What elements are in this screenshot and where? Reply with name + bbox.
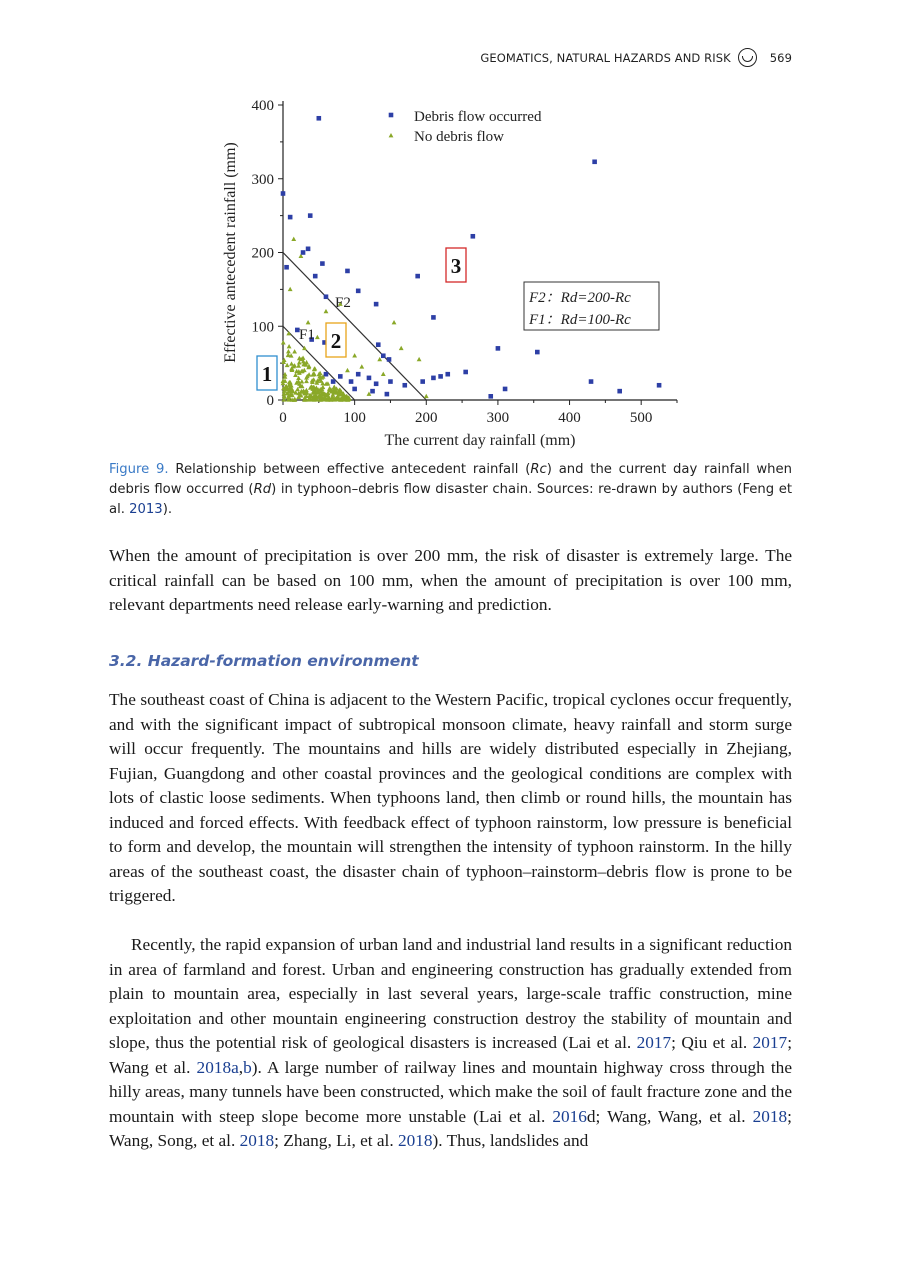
paragraph-1: [109, 544, 792, 618]
no-debris-flow-point: [392, 320, 397, 324]
debris-flow-point: [488, 394, 493, 399]
debris-flow-point: [431, 315, 436, 320]
debris-flow-point: [420, 379, 425, 384]
debris-flow-point: [438, 374, 443, 379]
citation-link[interactable]: 2018: [752, 1106, 788, 1126]
no-debris-flow-point: [417, 357, 422, 361]
debris-flow-point: [415, 274, 420, 279]
publisher-logo-icon: [738, 48, 757, 67]
x-axis-label: The current day rainfall (mm): [384, 432, 576, 449]
y-tick-label: 0: [266, 393, 274, 409]
debris-flow-point: [352, 387, 357, 392]
citation-link[interactable]: 2017: [636, 1033, 672, 1052]
y-tick-label: 400: [251, 98, 274, 114]
no-debris-flow-point: [287, 344, 292, 348]
citation-link[interactable]: 2016: [552, 1106, 587, 1126]
debris-flow-point: [445, 372, 450, 377]
f2-equation: F2：Rd=200-Rc: [529, 290, 631, 306]
citation-link[interactable]: 2018: [397, 1131, 433, 1150]
debris-flow-point: [471, 234, 476, 239]
no-debris-flow-point: [289, 361, 294, 365]
y-tick-label: 100: [251, 319, 274, 336]
y-tick-label: 300: [251, 171, 274, 188]
no-debris-flow-point: [352, 353, 357, 357]
caption-rc: Rc: [530, 462, 547, 477]
caption-text-2: ) and the current day rainfall when debris flow occurred (: [109, 462, 792, 497]
debris-flow-point: [308, 213, 313, 218]
y-axis-label: Effective antecedent rainfall (mm): [222, 142, 239, 363]
no-debris-flow-point: [315, 335, 320, 339]
debris-flow-point: [381, 353, 386, 358]
caption-citation-link[interactable]: 2013: [129, 502, 163, 517]
chart-overlay: [257, 109, 659, 390]
debris-flow-point: [496, 346, 501, 351]
paragraph-2: [109, 688, 792, 909]
figure-caption: [109, 460, 792, 520]
legend-debris-flow-occurred: Debris flow occurred: [414, 109, 542, 125]
no-debris-flow-point: [288, 287, 293, 291]
caption-text-4: ).: [162, 502, 173, 517]
paragraph-2-text: The southeast coast of China is adjacent to the Western Pacific, tropical cyclones occur frequently, and with the significant impact of subtropical monsoon climate, heavy rainfall and storm surge will occur frequently. The mountains and hills are widely distributed especially in Zhejiang, Fujian, Guangdong and other coastal provinces and the geological conditions are complex with lots of clastic loose sediments. When typhoons land, then climb or round hills, the mountain has induced and forced effects. With feedback effect of typhoon rainstorm, low pressure is beneficial to form and develop, the mountain will strengthen the intensity of typhoon rainstorm. In the hilly areas of the southeast coast, the disaster chain of typhoon–rainstorm–debris flow is prone to be triggered.: [109, 690, 792, 905]
debris-flow-point: [402, 383, 407, 388]
x-tick-label: 500: [629, 410, 653, 426]
f2-label: F2: [335, 295, 351, 311]
debris-flow-point: [503, 387, 508, 392]
debris-flow-point: [324, 372, 329, 377]
x-tick-label: 200: [415, 410, 438, 426]
no-debris-flow-point: [306, 320, 311, 324]
page-number: 569: [769, 50, 792, 65]
x-tick-label: 300: [486, 410, 510, 426]
debris-flow-point: [617, 389, 622, 394]
debris-flow-point: [313, 274, 318, 279]
debris-flow-point: [306, 247, 311, 252]
debris-flow-point: [376, 342, 381, 347]
caption-rd: Rd: [253, 482, 272, 497]
citation-link[interactable]: 2018a: [196, 1057, 239, 1077]
caption-text-1: Relationship between effective antecedent rainfall (: [175, 462, 531, 477]
debris-flow-point: [388, 379, 393, 384]
debris-flow-point: [535, 350, 540, 355]
debris-flow-point: [387, 357, 392, 362]
no-debris-flow-point: [292, 349, 297, 353]
debris-flow-point: [338, 374, 343, 379]
running-head: [480, 48, 792, 67]
no-debris-flow-point: [424, 394, 429, 398]
paragraph-1-text: When the amount of precipitation is over 200 mm, the risk of disaster is extremely large. The critical rainfall can be based on 100 mm, when the amount of precipitation is over 100 mm, relevant departments need release early-warning and prediction.: [109, 546, 792, 614]
x-tick-label: 100: [343, 410, 366, 426]
debris-flow-point: [324, 294, 329, 299]
debris-flow-point: [301, 250, 306, 255]
caption-label: Figure 9.: [109, 462, 169, 477]
debris-flow-point: [356, 289, 361, 294]
debris-flow-point: [463, 370, 468, 375]
no-debris-flow-point: [381, 372, 386, 376]
y-tick-label: 200: [251, 245, 274, 262]
chart-svg: [215, 90, 695, 460]
f1-equation: F1：Rd=100-Rc: [529, 312, 631, 328]
debris-flow-point: [349, 379, 354, 384]
no-debris-flow-point: [281, 340, 286, 344]
debris-flow-point: [657, 383, 662, 388]
no-debris-flow-point: [286, 349, 291, 353]
citation-link[interactable]: b: [243, 1057, 252, 1077]
debris-flow-point: [385, 392, 390, 397]
citation-link[interactable]: 2018: [239, 1131, 275, 1150]
debris-flow-point: [370, 389, 375, 394]
legend-no-debris-flow: No debris flow: [414, 129, 504, 145]
debris-flow-point: [317, 116, 322, 121]
debris-flow-point: [592, 159, 597, 164]
legend-triangle-marker: [389, 133, 394, 137]
debris-flow-point: [374, 302, 379, 307]
debris-flow-point: [331, 379, 336, 384]
no-debris-flow-point: [359, 364, 364, 368]
debris-flow-point: [345, 269, 350, 274]
debris-flow-point: [374, 381, 379, 386]
journal-title: GEOMATICS, NATURAL HAZARDS AND RISK: [480, 50, 731, 65]
no-debris-flow-point: [312, 366, 317, 370]
region-1-label: 1: [261, 362, 273, 386]
debris-flow-point: [367, 376, 372, 381]
caption-text-3: ) in typhoon–debris flow disaster chain. Sources: re-drawn by authors (Feng et al.: [109, 482, 792, 517]
region-2-label: 2: [330, 329, 342, 353]
x-tick-label: 0: [279, 410, 287, 426]
debris-flow-point: [284, 265, 289, 270]
no-debris-flow-point: [291, 237, 296, 241]
paragraph-3-text: Recently, the rapid expansion of urban land and industrial land results in a significant reduction in area of farmland and forest. Urban and engineering construction has gradually extended from plain to mountain area, especially in last several years, large-scale traffic construction, mine exploitation and other mountain engineering construction destroy the stability of mountain and slope, thus the potential risk of geological disasters is increased (Lai et al. 2017; Qiu et al. 2017; Wang et al. 2018a,b). A large number of railway lines and mountain highway cross through the hilly areas, many tunnels have been constructed, which make the soil of fault fracture zone and the mountain with steep slope become more unstable (Lai et al. 2016d; Wang, Wang, et al. 2018; Wang, Song, et al. 2018; Zhang, Li, et al. 2018). Thus, landslides and: [109, 935, 792, 1150]
figure-9-scatter-chart: [215, 90, 695, 460]
debris-flow-point: [281, 191, 286, 196]
f1-label: F1: [299, 327, 315, 343]
debris-flow-point: [431, 376, 436, 381]
section-heading: 3.2. Hazard-formation environment: [109, 652, 419, 670]
debris-flow-point: [320, 261, 325, 266]
region-3-label: 3: [450, 254, 462, 278]
legend-square-marker: [389, 113, 394, 118]
debris-flow-point: [288, 215, 293, 220]
no-debris-flow-point: [399, 346, 404, 350]
debris-flow-point: [589, 379, 594, 384]
no-debris-flow-point: [324, 309, 329, 313]
debris-flow-point: [356, 372, 361, 377]
paragraph-3: [109, 933, 792, 1154]
no-debris-flow-point: [345, 368, 350, 372]
x-tick-label: 400: [558, 410, 581, 426]
citation-link[interactable]: 2017: [752, 1033, 788, 1052]
chart-marks: [281, 116, 662, 402]
